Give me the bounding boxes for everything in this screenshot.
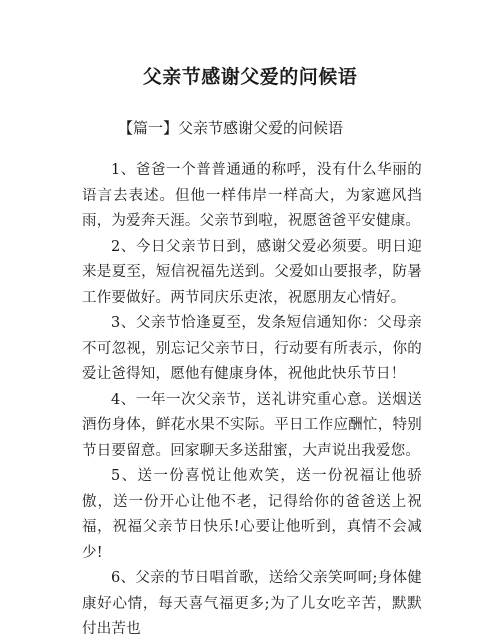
paragraph-5: 5、送一份喜悦让他欢笑，送一份祝福让他骄傲，送一份开心让他不老，记得给你的爸爸送上祝福，祝福父亲节日快乐!心要让他听到，真情不会减少!	[82, 468, 422, 561]
section-heading: 【篇一】父亲节感谢父爱的问候语	[118, 119, 344, 137]
paragraph-4: 4、一年一次父亲节，送礼讲究重心意。送烟送酒伤身体，鲜花水果不实际。平日工作应酬忙，特别节日要留意。回家聊天多送甜蜜，大声说出我爱您。	[82, 391, 422, 459]
paragraph-list	[82, 158, 422, 643]
paragraph-1: 1、爸爸一个普普通通的称呼，没有什么华丽的语言去表述。但他一样伟岸一样高大，为家遮风挡雨，为爱奔天涯。父亲节到啦，祝愿爸爸平安健康。	[82, 162, 422, 229]
document-title: 父亲节感谢父爱的问候语	[142, 66, 358, 88]
paragraph-2: 2、今日父亲节日到，感谢父爱必须要。明日迎来是夏至，短信祝福先送到。父爱如山要报孝，防暑工作要做好。两节同庆乐吏浓，祝愿朋友心情好。	[82, 238, 422, 306]
paragraph-3: 3、父亲节恰逢夏至，发条短信通知你：父母亲不可忽视，别忘记父亲节日，行动要有所表示，你的爱让爸得知，愿他有健康身体，祝他此快乐节日！	[82, 315, 422, 382]
paragraph-6: 6、父亲的节日唱首歌，送给父亲笑呵呵;身体健康好心情，每天喜气福更多;为了儿女吃辛苦，默默付出苦也	[82, 570, 422, 637]
